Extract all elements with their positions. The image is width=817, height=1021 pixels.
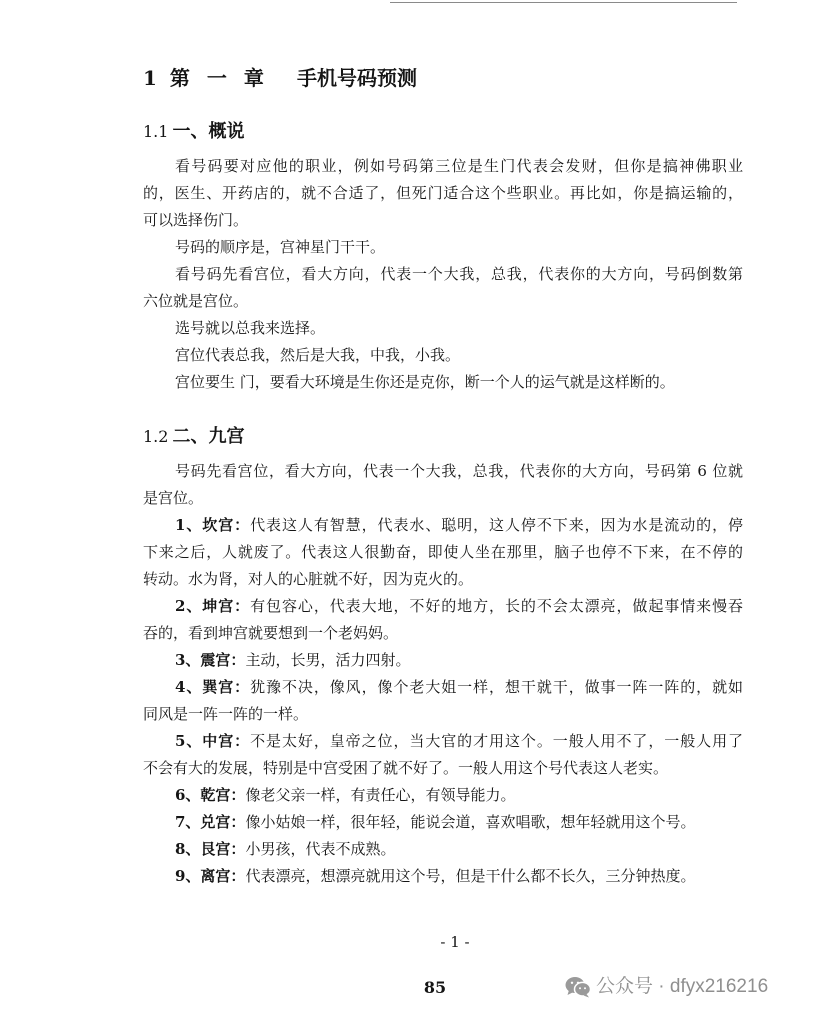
text-line: 号码先看宫位，看大方向，代表一个大我，总我，代表你的大方向，号码第 6 位就 bbox=[175, 461, 743, 480]
palace-text: 像老父亲一样，有责任心，有领导能力。 bbox=[245, 785, 516, 804]
section-number: 1.1 bbox=[143, 122, 169, 141]
watermark-text: 公众号 · dfyx216216 bbox=[596, 976, 769, 997]
text-line: 宫位要生 门，要看大环境是生你还是克你，断一个人的运气就是这样断的。 bbox=[175, 372, 675, 391]
text-line: 看号码要对应他的职业，例如号码第三位是生门代表会发财，但你是搞神佛职业 bbox=[175, 156, 743, 175]
palace-zhen bbox=[143, 647, 743, 674]
palace-text: 犹豫不决，像风，像个老大姐一样，想干就干，做事一阵一阵的，就如 bbox=[250, 677, 743, 696]
section-number: 1.2 bbox=[143, 427, 169, 446]
text-line: 看号码先看宫位，看大方向，代表一个大我，总我，代表你的大方向，号码倒数第 bbox=[175, 264, 743, 283]
palace-label: 1、坎宫： bbox=[175, 515, 251, 534]
palace-kun bbox=[143, 593, 743, 620]
section-heading-overview bbox=[143, 118, 743, 146]
page-marker: - 1 - bbox=[440, 933, 470, 951]
text-line: 转动。水为肾，对人的心脏就不好，因为克火的。 bbox=[143, 569, 474, 588]
palace-text: 像小姑娘一样，很年轻，能说会道，喜欢唱歌，想年轻就用这个号。 bbox=[245, 812, 696, 831]
text-line: 宫位代表总我，然后是大我，中我，小我。 bbox=[175, 345, 461, 364]
text-line: 同风是一阵一阵的一样。 bbox=[143, 704, 309, 723]
text-line: 不会有大的发展，特别是中宫受困了就不好了。一般人用这个号代表这人老实。 bbox=[143, 758, 669, 777]
chapter-title: 手机号码预测 bbox=[297, 66, 417, 90]
palace-dui bbox=[143, 809, 743, 836]
text-line: 号码的顺序是，宫神星门干干。 bbox=[175, 237, 386, 256]
palace-label: 3、震宫： bbox=[175, 650, 246, 669]
palace-xun bbox=[143, 674, 743, 701]
chapter-number: 1 bbox=[143, 66, 157, 90]
palace-zhong bbox=[143, 728, 743, 755]
palace-text: 代表这人有智慧，代表水、聪明，这人停不下来，因为水是流动的，停 bbox=[250, 515, 743, 534]
text-line: 六位就是宫位。 bbox=[143, 291, 249, 310]
palace-label: 6、乾宫： bbox=[175, 785, 246, 804]
text-line: 可以选择伤门。 bbox=[143, 210, 249, 229]
palace-kan bbox=[143, 512, 743, 539]
text-line: 选号就以总我来选择。 bbox=[175, 318, 326, 337]
palace-text: 不是太好，皇帝之位，当大官的才用这个。一般人用不了，一般人用了 bbox=[250, 731, 743, 750]
text-line: 吞的，看到坤宫就要想到一个老妈妈。 bbox=[143, 623, 399, 642]
palace-text: 主动，长男，活力四射。 bbox=[245, 650, 411, 669]
palace-li bbox=[143, 863, 743, 890]
section-title: 二、九宫 bbox=[172, 426, 245, 447]
palace-text: 小男孩，代表不成熟。 bbox=[245, 839, 396, 858]
section-title: 一、概说 bbox=[172, 121, 245, 142]
palace-label: 4、巽宫： bbox=[175, 677, 251, 696]
chapter-label: 第 一 章 bbox=[169, 66, 269, 90]
page-number: 85 bbox=[423, 978, 447, 997]
palace-label: 2、坤宫： bbox=[175, 596, 251, 615]
text-line: 是宫位。 bbox=[143, 488, 204, 507]
palace-label: 8、艮宫： bbox=[175, 839, 246, 858]
palace-label: 5、中宫： bbox=[175, 731, 251, 750]
wechat-icon bbox=[565, 976, 591, 998]
palace-text: 代表漂亮，想漂亮就用这个号，但是干什么都不长久，三分钟热度。 bbox=[245, 866, 696, 885]
chapter-heading bbox=[143, 64, 743, 92]
text-line: 下来之后，人就废了。代表这人很勤奋，即使人坐在那里，脑子也停不下来，在不停的 bbox=[143, 542, 743, 561]
section-body-overview bbox=[143, 153, 743, 396]
page-body bbox=[143, 0, 743, 890]
section-heading-nine-palaces bbox=[143, 423, 743, 451]
section-body-nine-palaces bbox=[143, 458, 743, 890]
palace-gen bbox=[143, 836, 743, 863]
palace-label: 7、兑宫： bbox=[175, 812, 246, 831]
palace-text: 有包容心，代表大地，不好的地方，长的不会太漂亮，做起事情来慢吞 bbox=[250, 596, 743, 615]
text-line: 的，医生、开药店的，就不合适了，但死门适合这个些职业。再比如，你是搞运输的， bbox=[143, 183, 743, 202]
palace-label: 9、离宫： bbox=[175, 866, 246, 885]
palace-qian bbox=[143, 782, 743, 809]
